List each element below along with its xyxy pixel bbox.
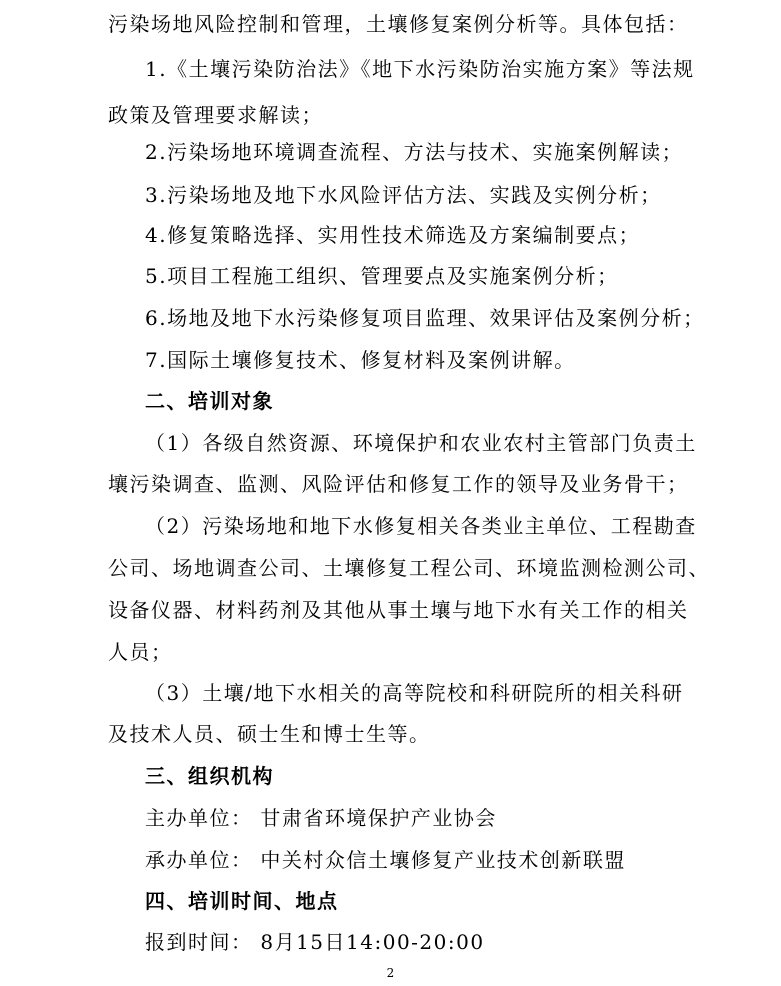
text-line: （3）土壤/地下水相关的高等院校和科研院所的相关科研 — [145, 681, 684, 705]
list-item: 5.项目工程施工组织、管理要点及实施案例分析； — [145, 264, 619, 288]
list-item: 7.国际土壤修复技术、修复材料及案例讲解。 — [145, 348, 576, 372]
text-line: 人员； — [108, 640, 173, 664]
list-item: 3.污染场地及地下水风险评估方法、实践及实例分析； — [145, 183, 662, 207]
text-line: （1）各级自然资源、环境保护和农业农村主管部门负责土 — [145, 431, 697, 455]
text-line: 公司、场地调查公司、土壤修复工程公司、环境监测检测公司、 — [108, 556, 710, 580]
text-line: 承办单位： 中关村众信土壤修复产业技术创新联盟 — [145, 848, 626, 872]
list-item: 4.修复策略选择、实用性技术筛选及方案编制要点； — [145, 223, 641, 247]
section-heading: 四、培训时间、地点 — [145, 889, 339, 913]
text-line: 污染场地风险控制和管理，土壤修复案例分析等。具体包括： — [108, 12, 689, 36]
text-line: 报到时间： 8月15日14:00-20:00 — [145, 930, 485, 954]
text-line: 设备仪器、材料药剂及其他从事土壤与地下水有关工作的相关 — [108, 598, 689, 622]
text-line: 政策及管理要求解读； — [108, 103, 323, 127]
text-line: 壤污染调查、监测、风险评估和修复工作的领导及业务骨干； — [108, 472, 689, 496]
list-item: 2.污染场地环境调查流程、方法与技术、实施案例解读； — [145, 140, 684, 164]
section-heading: 二、培训对象 — [145, 389, 274, 413]
text-line: 主办单位： 甘肃省环境保护产业协会 — [145, 806, 497, 830]
text-line: 及技术人员、硕士生和博士生等。 — [108, 722, 431, 746]
section-heading: 三、组织机构 — [145, 764, 274, 788]
page-number: 2 — [386, 966, 395, 980]
list-item: 6.场地及地下水污染修复项目监理、效果评估及案例分析； — [145, 306, 705, 330]
list-item: 1.《土壤污染防治法》《地下水污染防治实施方案》等法规 — [145, 57, 695, 81]
text-line: （2）污染场地和地下水修复相关各类业主单位、工程勘查 — [145, 514, 697, 538]
